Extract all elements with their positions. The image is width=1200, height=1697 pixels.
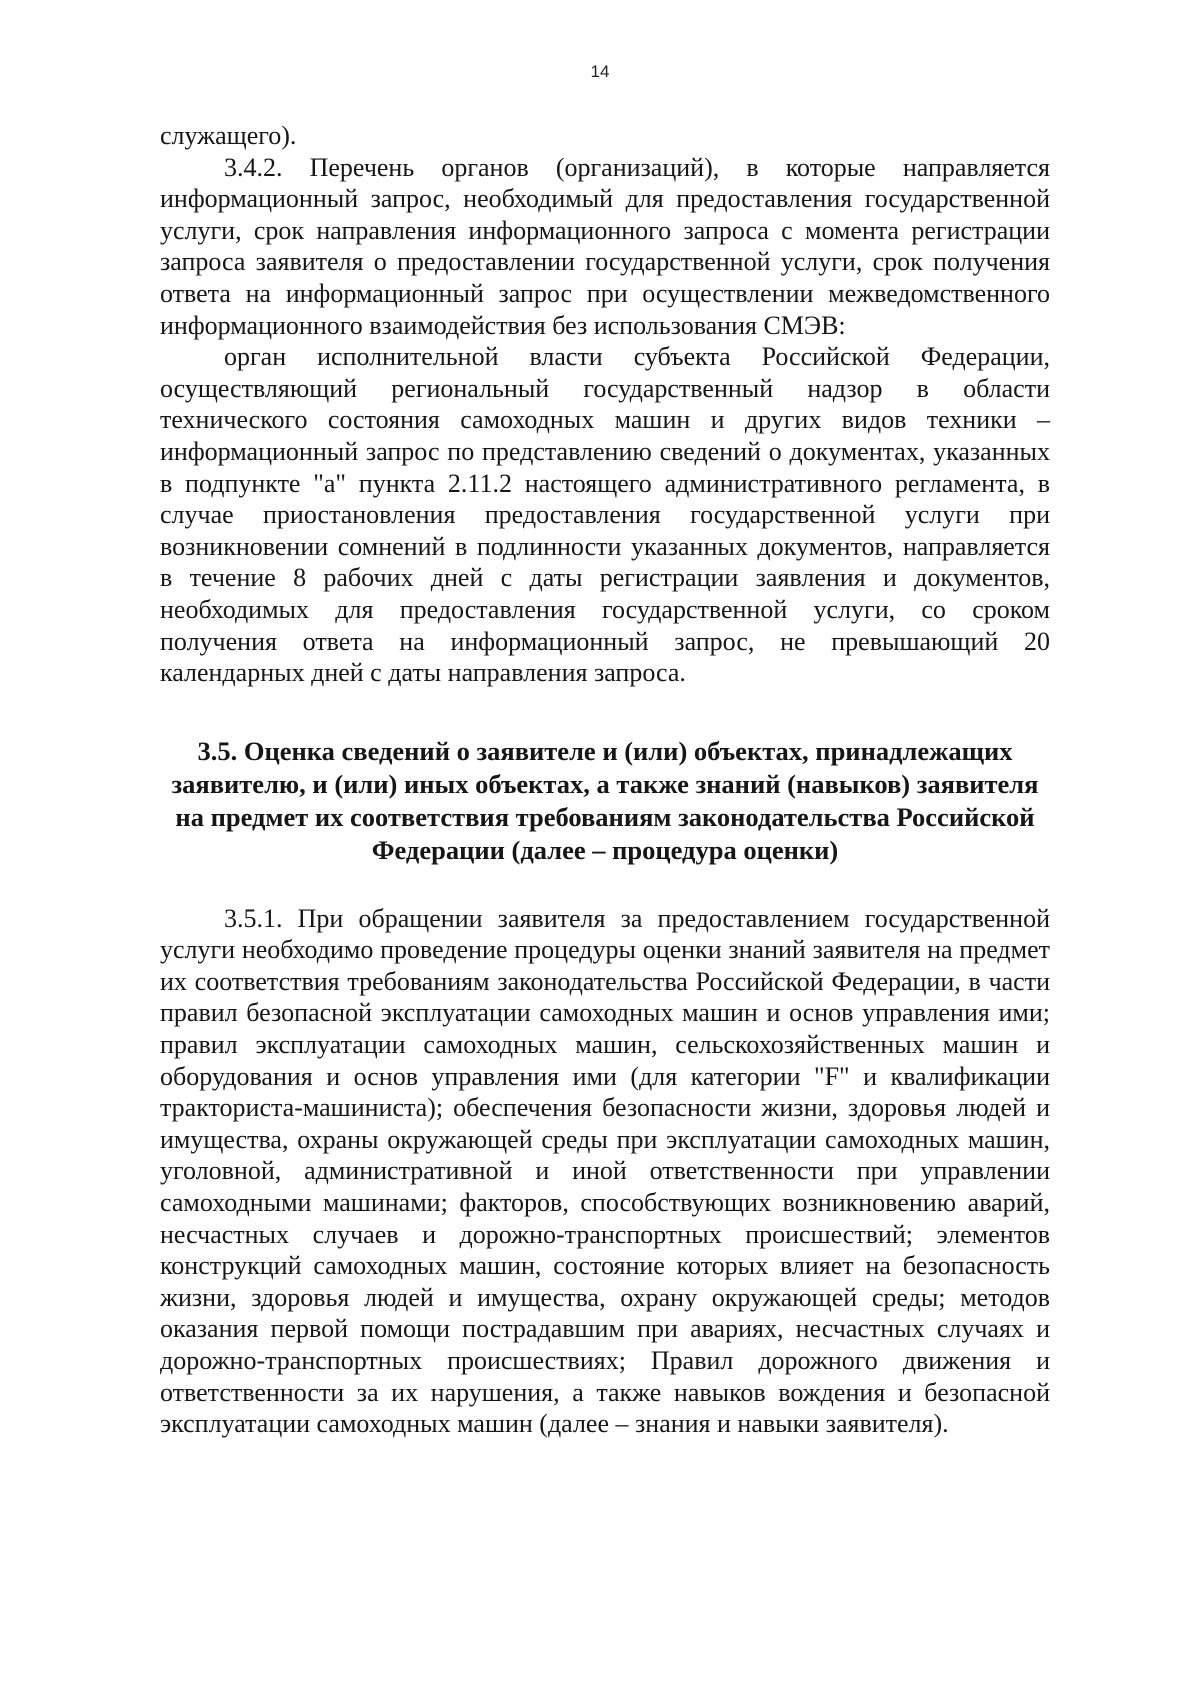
paragraph-continuation: служащего). — [160, 121, 297, 150]
page-number: 14 — [590, 62, 610, 81]
section-heading-3-5: 3.5. Оценка сведений о заявителе и (или) объектах, принадлежащих заявителю, и (или) иных объектах, а также знаний (навыков) заявителя на предмет их соответствия требованиям законодательства Российской Федерации (далее – процедура оценки) — [171, 735, 1039, 865]
paragraph-organ: орган исполнительной власти субъекта Российской Федерации, осуществляющий региональный государственный надзор в области технического состояния самоходных машин и других видов техники – информационный запрос по представлению сведений о документах, указанных в подпункте "а" пункта 2.11.2 настоящего административного регламента, в случае приостановления предоставления государственной услуги при возникновении сомнений в подлинности указанных документов, направляется в течение 8 рабочих дней с даты регистрации заявления и документов, необходимых для предоставления государственной услуги, со сроком получения ответа на информационный запрос, не превышающий 20 календарных дней с даты направления запроса. — [160, 342, 1050, 688]
paragraph-3-5-1: 3.5.1. При обращении заявителя за предоставлением государственной услуги необходимо проведение процедуры оценки знаний заявителя на предмет их соответствия требованиям законодательства Российской Федерации, в части правил безопасной эксплуатации самоходных машин и основ управления ими; правил эксплуатации самоходных машин, сельскохозяйственных машин и оборудования и основ управления ими (для категории "F" и квалификации тракториста-машиниста); обеспечения безопасности жизни, здоровья людей и имущества, охраны окружающей среды при эксплуатации самоходных машин, уголовной, административной и иной ответственности при управлении самоходными машинами; факторов, способствующих возникновению аварий, несчастных случаев и дорожно-транспортных происшествий; элементов конструкций самоходных машин, состояние которых влияет на безопасность жизни, здоровья людей и имущества, охрану окружающей среды; методов оказания первой помощи пострадавшим при авариях, несчастных случаях и дорожно-транспортных происшествиях; Правил дорожного движения и ответственности за их нарушения, а также навыков вождения и безопасной эксплуатации самоходных машин (далее – знания и навыки заявителя). — [160, 903, 1050, 1439]
document-body — [160, 120, 1050, 1440]
paragraph-3-4-2: 3.4.2. Перечень органов (организаций), в которые направляется информационный запрос, необходимый для предоставления государственной услуги, срок направления информационного запроса с момента регистрации запроса заявителя о предоставлении государственной услуги, срок получения ответа на информационный запрос при осуществлении межведомственного информационного взаимодействия без использования СМЭВ: — [160, 152, 1050, 340]
